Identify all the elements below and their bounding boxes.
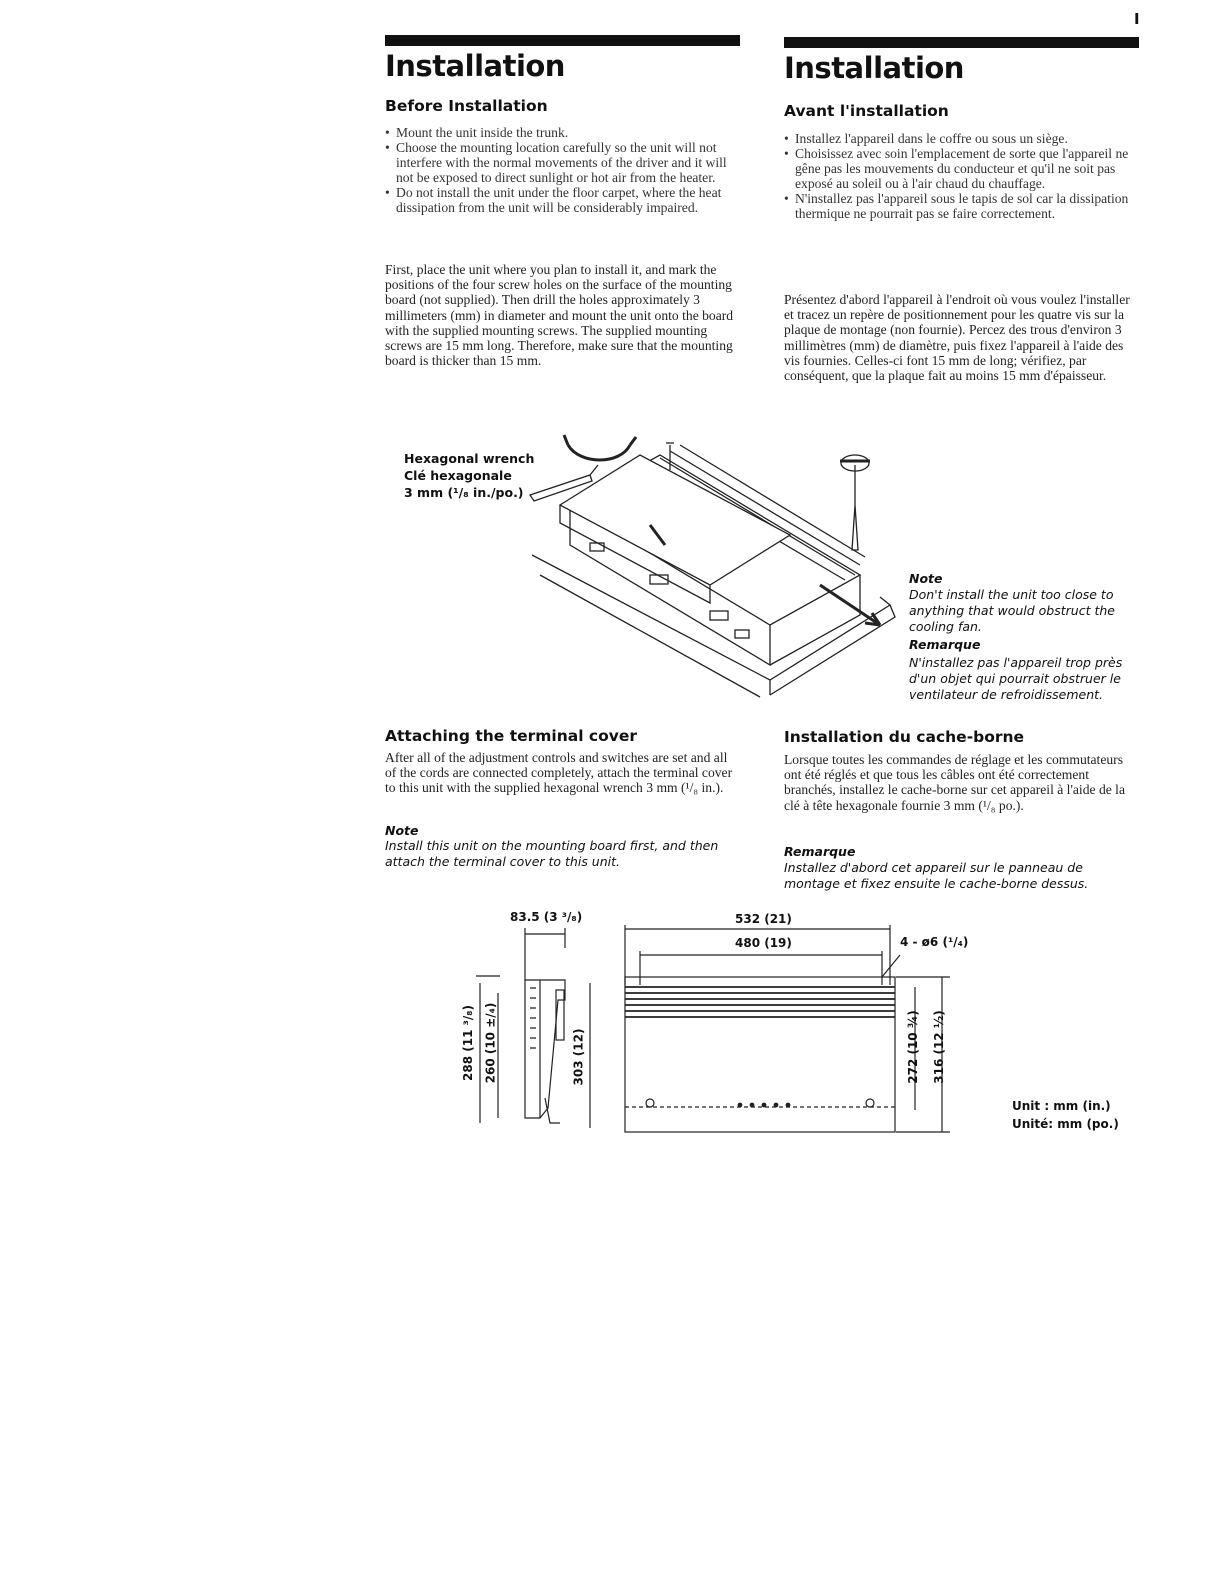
wrench-label-en: Hexagonal wrench <box>404 451 535 466</box>
dim-side-303: 303 (12) <box>571 1028 586 1086</box>
left-note-heading: Note <box>385 823 419 838</box>
right-note-heading: Remarque <box>784 844 856 859</box>
left-attach-text: After all of the adjustment controls and switches are set and all of the cords are connected completely, attach the terminal cover to this unit with the supplied hexagonal wrench 3 mm (¹/₈ in.). <box>385 750 733 796</box>
dim-side-260: 260 (10 ±/₄) <box>483 1002 498 1084</box>
list-item: • Choisissez avec soin l'emplacement de sorte que l'appareil ne gêne pas les mouvements du conducteur et qu'il ne soit pas exposé au soleil ou à l'air chaud du chauffage. <box>784 146 1139 191</box>
left-install-paragraph: First, place the unit where you plan to install it, and mark the positions of the four screw holes on the surface of the mounting board (not supplied). Then drill the holes approximately 3 millimeters (mm) in diameter and mount the unit onto the board with the supplied mounting screws. The supplied mounting screws are 15 mm long. Therefore, make sure that the mounting board is thicker than 15 mm. <box>385 262 734 369</box>
units-label-fr: Unité: mm (po.) <box>1012 1117 1119 1131</box>
list-item: • N'installez pas l'appareil sous le tapis de sol car la dissipation thermique ne pourrait pas se faire correctement. <box>784 191 1139 221</box>
left-bullet-list <box>385 125 740 215</box>
list-item: • Choose the mounting location carefully so the unit will not interfere with the normal movements of the driver and it will not be exposed to direct sunlight or hot air from the heater. <box>385 140 740 185</box>
units-label-en: Unit : mm (in.) <box>1012 1099 1111 1113</box>
figure-remarque-text: N'installez pas l'appareil trop près d'un objet qui pourrait obstruer le ventilateur de refroidissement. <box>909 655 1123 702</box>
right-note-text: Installez d'abord cet appareil sur le panneau de montage et fixez ensuite le cache-borne dessus. <box>784 860 1089 891</box>
right-bullet-list <box>784 131 1139 221</box>
dim-side-depth: 83.5 (3 ³/₈) <box>510 910 583 924</box>
list-item: • Mount the unit inside the trunk. <box>385 125 740 140</box>
dim-side-288: 288 (11 ³/₈) <box>460 1005 475 1081</box>
list-item: • Do not install the unit under the floor carpet, where the heat dissipation from the unit will be considerably impaired. <box>385 185 740 215</box>
right-attach-heading: Installation du cache-borne <box>784 728 1025 746</box>
installation-illustration <box>520 425 930 715</box>
dim-front-316: 316 (12 ½) <box>931 1010 946 1084</box>
figure-remarque-heading: Remarque <box>909 637 981 652</box>
right-install-paragraph: Présentez d'abord l'appareil à l'endroit où vous voulez l'installer et tracez un repère de positionnement pour les quatre vis sur la plaque de montage (non fournie). Percez des trous d'environ 3 millimètres (mm) de diamètre, puis fixez l'appareil à l'aide des vis fournies. Celles-ci font 15 mm de long; vérifiez, par conséquent, que la plaque fait au moins 15 mm d'épaisseur. <box>784 292 1130 384</box>
left-page-title: Installation <box>385 49 565 83</box>
left-before-heading: Before Installation <box>385 97 548 115</box>
right-before-heading: Avant l'installation <box>784 102 949 120</box>
right-page-title: Installation <box>784 51 964 85</box>
figure-note-text: Don't install the unit too close to anything that would obstruct the cooling fan. <box>909 587 1115 634</box>
right-title-rule <box>784 37 1139 48</box>
left-attach-heading: Attaching the terminal cover <box>385 727 638 745</box>
dim-hole-spacing: 480 (19) <box>735 936 792 950</box>
dim-front-272: 272 (10 ¾) <box>905 1010 920 1084</box>
left-title-rule <box>385 35 740 46</box>
wrench-label-fr: Clé hexagonale <box>404 468 512 483</box>
page-marker: I <box>1134 10 1140 28</box>
left-note-text: Install this unit on the mounting board first, and then attach the terminal cover to this unit. <box>385 838 719 869</box>
figure-note-heading: Note <box>909 571 943 586</box>
wrench-label <box>404 450 534 501</box>
right-attach-text: Lorsque toutes les commandes de réglage et les commutateurs ont été réglés et que tous les câbles ont été correctement branchés, installez le cache-borne sur cet appareil à l'aide de la clé à tête hexagonale fournie 3 mm (¹/₈ po.). <box>784 752 1125 813</box>
list-item: • Installez l'appareil dans le coffre ou sous un siège. <box>784 131 1139 146</box>
dim-holes: 4 - ø6 (¹/₄) <box>900 935 969 949</box>
wrench-label-size: 3 mm (¹/₈ in./po.) <box>404 485 524 500</box>
dim-total-width: 532 (21) <box>735 912 792 926</box>
